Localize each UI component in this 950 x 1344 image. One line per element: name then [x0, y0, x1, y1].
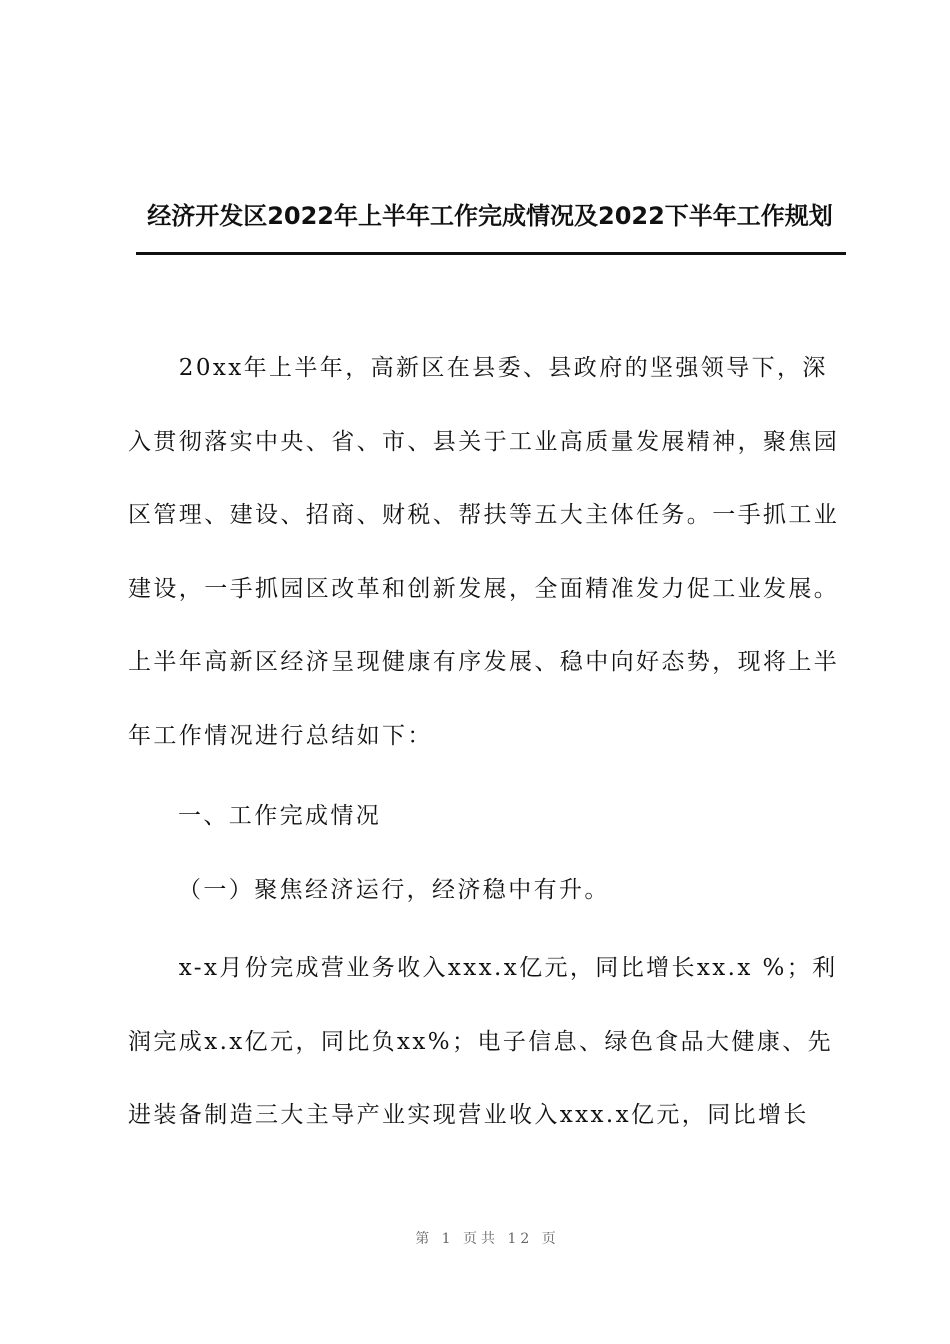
paragraph-line: x-x月份完成营业务收入xxx.x亿元，同比增长xx.x %；利 [128, 955, 838, 981]
paragraph-line: 入贯彻落实中央、省、市、县关于工业高质量发展精神，聚焦园 [128, 428, 840, 455]
paragraph-line: 润完成x.x亿元，同比负xx%；电子信息、绿色食品大健康、先 [128, 1028, 834, 1055]
paragraph-line: 20xx年上半年，高新区在县委、县政府的坚强领导下，深 [128, 355, 828, 381]
paragraph-line: 上半年高新区经济呈现健康有序发展、稳中向好态势，现将上半 [128, 649, 840, 675]
paragraph-line: 建设，一手抓园区改革和创新发展，全面精准发力促工业发展。 [128, 575, 840, 602]
section-heading: 一、工作完成情况 [178, 803, 382, 829]
intro-paragraph [128, 332, 848, 773]
revenue-paragraph [128, 932, 848, 1153]
paragraph-line: 进装备制造三大主导产业实现营业收入xxx.x亿元，同比增长 [128, 1102, 809, 1128]
document-title: 经济开发区2022年上半年工作完成情况及2022下半年工作规划 [147, 202, 833, 230]
paragraph-line: 区管理、建设、招商、财税、帮扶等五大主体任务。一手抓工业 [128, 502, 840, 528]
paragraph-line: 年工作情况进行总结如下： [128, 722, 433, 749]
sub-heading: （一）聚焦经济运行，经济稳中有升。 [178, 877, 610, 903]
page-number-footer: 第 1 页共 12 页 [415, 1231, 560, 1247]
title-underline [136, 252, 846, 255]
